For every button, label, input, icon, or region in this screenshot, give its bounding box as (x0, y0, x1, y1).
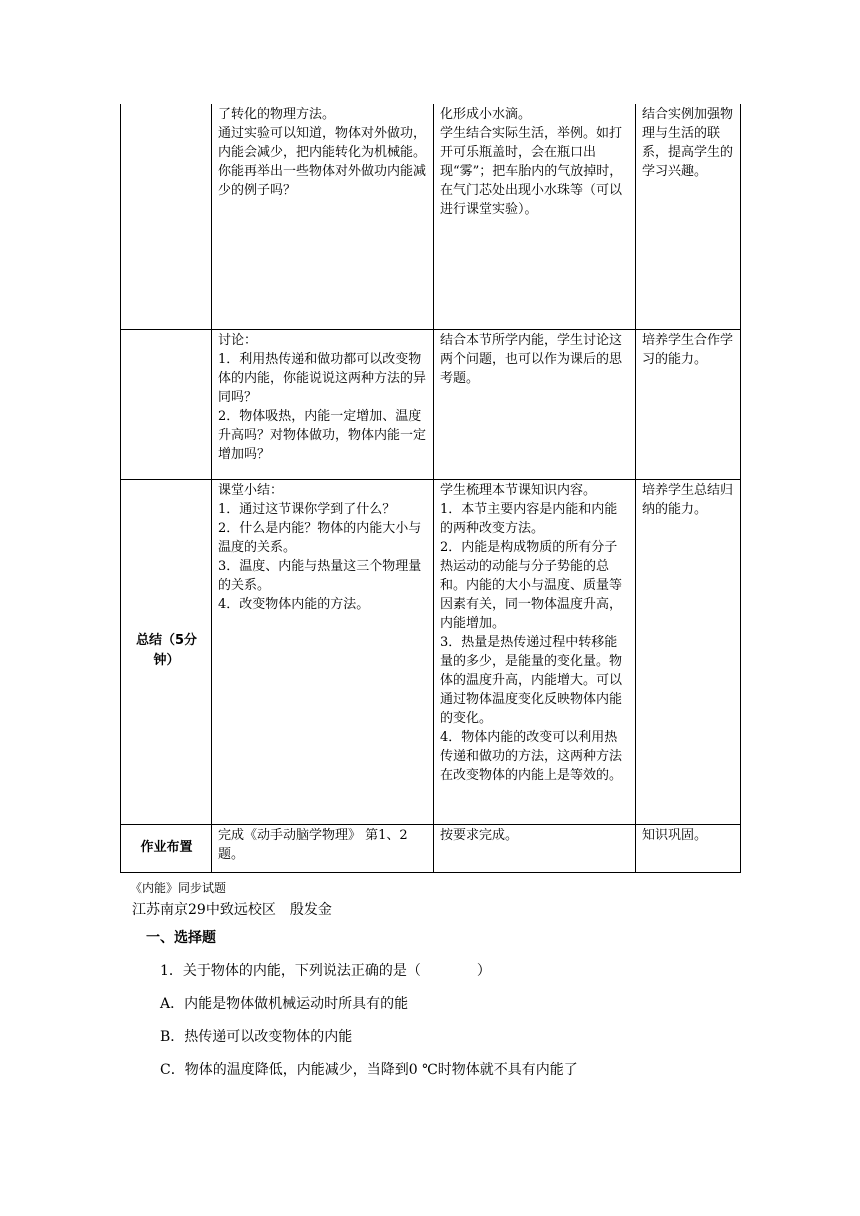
text-line: 培养学生总结归纳的能力。 (642, 482, 734, 517)
teacher-activity-cell (212, 329, 434, 479)
option-a: A．内能是物体做机械运动时所具有的能 (160, 996, 409, 1012)
text-line: 课堂小结： (218, 482, 284, 498)
text-line: 讨论： (218, 332, 258, 348)
design-purpose-cell (636, 104, 741, 329)
text-line: 2．内能是构成物质的所有分子热运动的动能与分子势能的总和。内能的大小与温度、质量等因素有关，同一物体温度升高，内能增加。 (440, 539, 623, 631)
table-row-homework (121, 824, 741, 872)
text-line: 按要求完成。 (440, 827, 519, 843)
question-1: 1．关于物体的内能，下列说法正确的是（ ） (160, 963, 491, 979)
quiz-author (132, 900, 760, 920)
text-line: 通过实验可以知道，物体对外做功，内能会减少，把内能转化为机械能。 (218, 126, 427, 160)
section-heading: 一、选择题 (146, 930, 216, 946)
text-line: 培养学生合作学习的能力。 (642, 332, 734, 367)
text-line: 结合实例加强物理与生活的联系，提高学生的学习兴趣。 (642, 107, 734, 179)
text-line: 化形成小水滴。 (440, 107, 532, 122)
table-row-summary (121, 479, 741, 824)
teacher-activity-cell (212, 824, 434, 872)
text-line: 2．物体吸热，内能一定增加、温度升高吗？对物体做功，物体内能一定增加吗？ (218, 408, 427, 462)
row-label-summary: 总结（5分钟） (121, 479, 212, 824)
text-line: 1．本节主要内容是内能和内能的两种改变方法。 (440, 501, 618, 536)
row-label-empty (121, 329, 212, 479)
text-line: 学生结合实际生活，举例。如打开可乐瓶盖时，会在瓶口出现“雾”；把车胎内的气放掉时，在气门芯处出现小水珠等（可以进行课堂实验）。 (440, 126, 623, 217)
text-line: 4．物体内能的改变可以利用热传递和做功的方法，这两种方法在改变物体的内能上是等效的。 (440, 729, 623, 783)
text-line: 完成《动手动脑学物理》 第1、2题。 (218, 827, 408, 862)
text-line: 结合本节所学内能，学生讨论这两个问题，也可以作为课后的思考题。 (440, 332, 623, 386)
table-row-conversion (121, 104, 741, 329)
row-label-homework: 作业布置 (121, 824, 212, 872)
student-activity-cell (434, 104, 636, 329)
row-label-empty (121, 104, 212, 329)
teacher-activity-cell (212, 479, 434, 824)
student-activity-cell (434, 329, 636, 479)
student-activity-cell (434, 824, 636, 872)
quiz-section (120, 880, 760, 1080)
lesson-plan-table (120, 104, 741, 873)
text-line: 了转化的物理方法。 (218, 107, 336, 122)
text-line: 学生梳理本节课知识内容。 (440, 482, 597, 498)
text-line: 3．热量是热传递过程中转移能量的多少，是能量的变化量。物体的温度升高，内能增大。可以通过物体温度变化反映物体内能的变化。 (440, 634, 623, 726)
text-line: 知识巩固。 (642, 827, 708, 843)
option-c: C．物体的温度降低，内能减少，当降到0 ℃时物体就不具有内能了 (160, 1062, 578, 1078)
author-school: 江苏南京29中致远校区 (132, 902, 276, 918)
student-activity-cell (434, 479, 636, 824)
design-purpose-cell (636, 329, 741, 479)
text-line: 4．改变物体内能的方法。 (218, 596, 370, 612)
design-purpose-cell (636, 479, 741, 824)
teacher-activity-cell (212, 104, 434, 329)
design-purpose-cell (636, 824, 741, 872)
option-b: B．热传递可以改变物体的内能 (160, 1029, 353, 1045)
quiz-title: 《内能》同步试题 (130, 881, 227, 895)
author-name: 殷发金 (289, 902, 332, 918)
text-line: 2．什么是内能？物体的内能大小与温度的关系。 (218, 520, 422, 555)
text-line: 你能再举出一些物体对外做功内能减少的例子吗？ (218, 164, 427, 198)
text-line: 3．温度、内能与热量这三个物理量的关系。 (218, 558, 422, 593)
table-row-discussion (121, 329, 741, 479)
text-line: 1．利用热传递和做功都可以改变物体的内能，你能说说这两种方法的异同吗？ (218, 351, 427, 405)
text-line: 1．通过这节课你学到了什么？ (218, 501, 396, 517)
